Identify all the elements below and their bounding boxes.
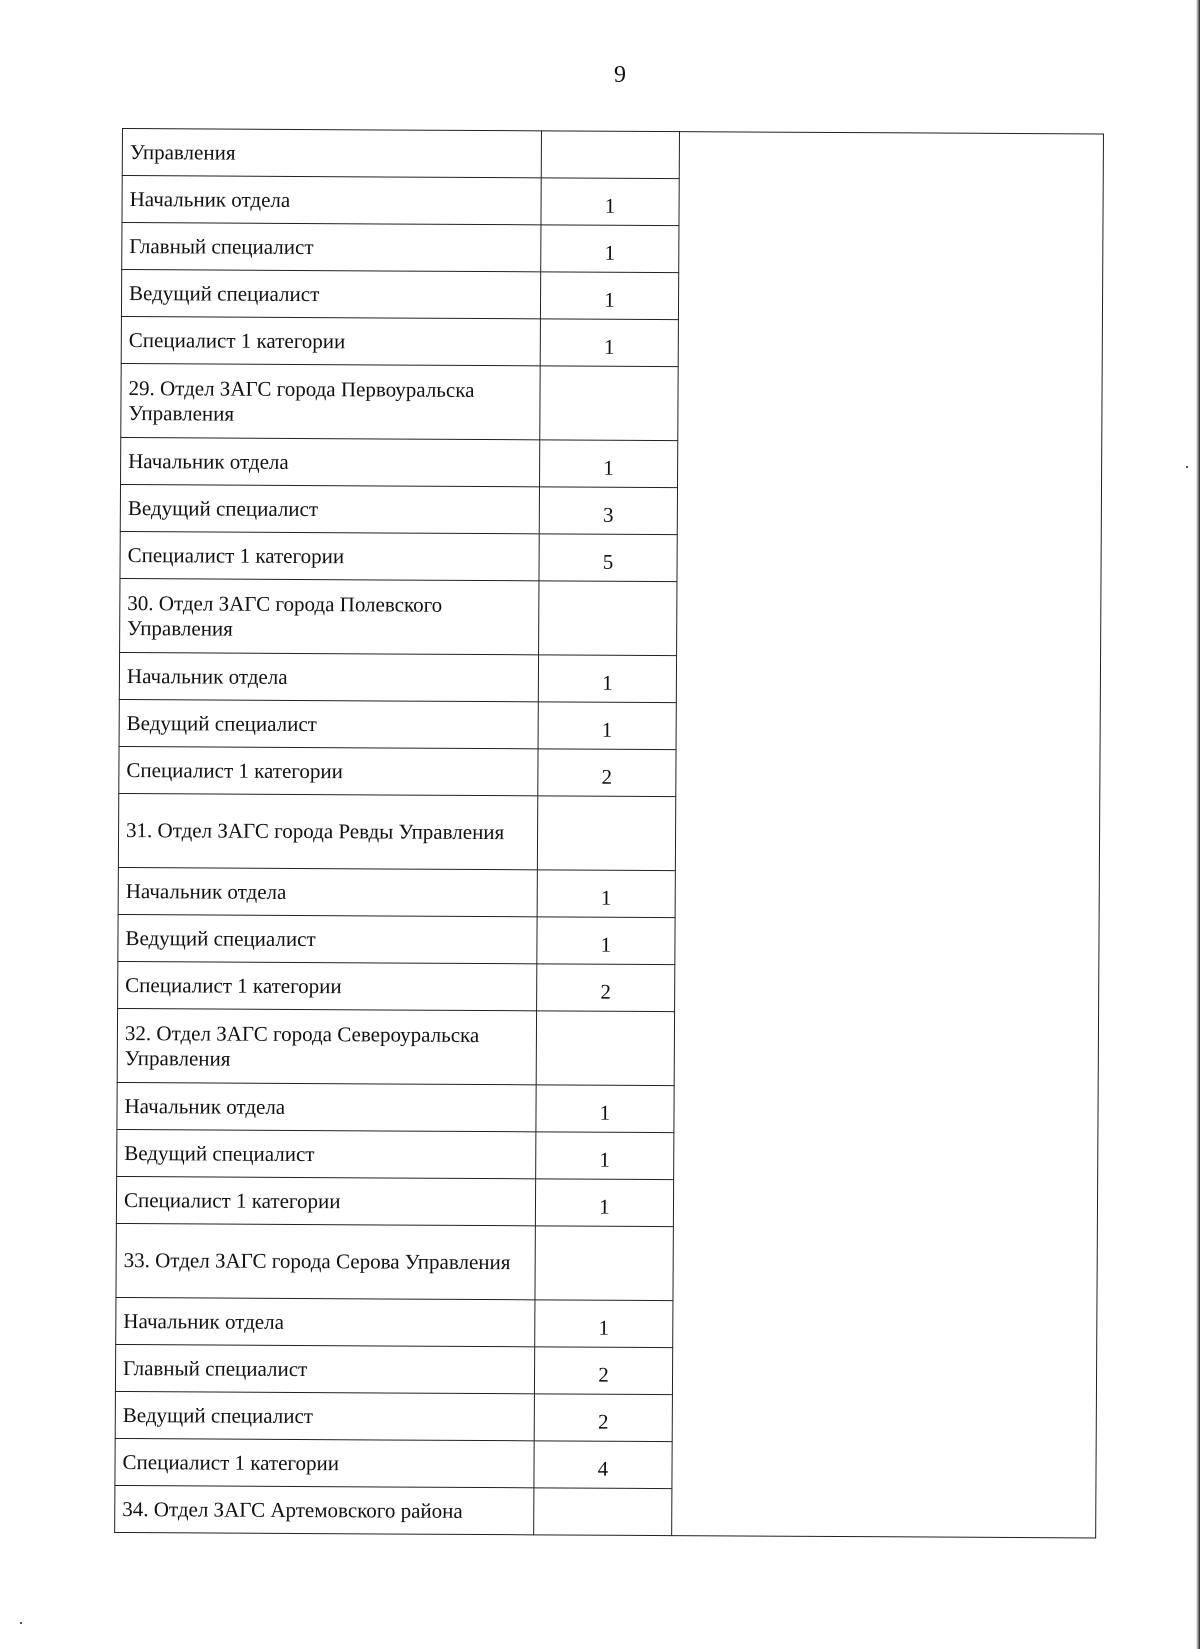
position-count-cell: 2 [538,749,677,797]
page-number: 9 [614,62,626,88]
position-name-cell: Начальник отдела [119,652,538,701]
position-name-cell: Начальник отдела [117,1082,536,1131]
department-name-cell: 29. Отдел ЗАГС города Первоуральска Управления [121,363,540,439]
position-name-cell: Главный специалист [115,1344,534,1393]
position-name-cell: Начальник отдела [116,1297,535,1346]
position-count-cell [537,796,676,871]
position-name-cell: Начальник отдела [122,176,541,225]
position-count-cell: 2 [536,964,675,1012]
position-name-cell: Ведущий специалист [117,1129,536,1178]
position-name-cell: Специалист 1 категории [118,961,537,1010]
position-count-cell: 1 [540,272,679,320]
department-name-cell: 31. Отдел ЗАГС города Ревды Управления [118,793,537,869]
position-name-cell: Ведущий специалист [115,1391,534,1440]
position-count-cell: 1 [541,178,680,226]
position-name-cell: Специалист 1 категории [119,746,538,795]
position-count-cell: 1 [537,870,676,918]
position-name-cell: Ведущий специалист [120,484,539,533]
position-name-cell: Управления [122,129,541,178]
position-count-cell: 1 [535,1300,674,1348]
position-count-cell: 5 [539,534,678,582]
department-name-cell: 32. Отдел ЗАГС города Североуральска Управления [117,1008,536,1084]
position-count-cell: 1 [535,1132,674,1180]
position-count-cell [533,1488,672,1536]
merged-empty-column [672,132,1104,1538]
department-name-cell: 33. Отдел ЗАГС города Серова Управления [116,1223,535,1299]
position-name-cell: Главный специалист [122,223,541,272]
position-count-cell: 2 [534,1347,673,1395]
scan-edge-shadow [1196,0,1200,1649]
position-count-cell [541,131,680,179]
position-name-cell: Специалист 1 категории [116,1176,535,1225]
position-count-cell [535,1226,674,1301]
scan-speck [1186,466,1188,468]
position-name-cell: Специалист 1 категории [115,1438,534,1487]
position-name-cell: Начальник отдела [118,867,537,916]
position-name-cell: Специалист 1 категории [120,531,539,580]
department-name-cell: 34. Отдел ЗАГС Артемовского района [115,1485,534,1534]
scan-speck [20,1622,22,1624]
position-count-cell: 1 [535,1179,674,1227]
table-row [122,129,1103,181]
position-count-cell: 1 [538,655,677,703]
position-count-cell [536,1011,675,1086]
position-count-cell: 1 [539,440,678,488]
position-count-cell: 1 [538,702,677,750]
position-count-cell: 4 [534,1441,673,1489]
position-name-cell: Ведущий специалист [118,914,537,963]
position-name-cell: Ведущий специалист [119,699,538,748]
position-name-cell: Начальник отдела [121,437,540,486]
staff-table-wrapper [114,128,1104,1538]
position-count-cell: 3 [539,487,678,535]
position-count-cell [540,366,679,441]
position-count-cell: 1 [536,1085,675,1133]
position-count-cell: 1 [540,319,679,367]
staff-table [114,128,1104,1538]
department-name-cell: 30. Отдел ЗАГС города Полевского Управления [120,578,539,654]
position-count-cell: 2 [534,1394,673,1442]
position-count-cell [538,581,677,656]
position-count-cell: 1 [537,917,676,965]
position-count-cell: 1 [541,225,680,273]
position-name-cell: Ведущий специалист [121,270,540,319]
position-name-cell: Специалист 1 категории [121,316,540,365]
